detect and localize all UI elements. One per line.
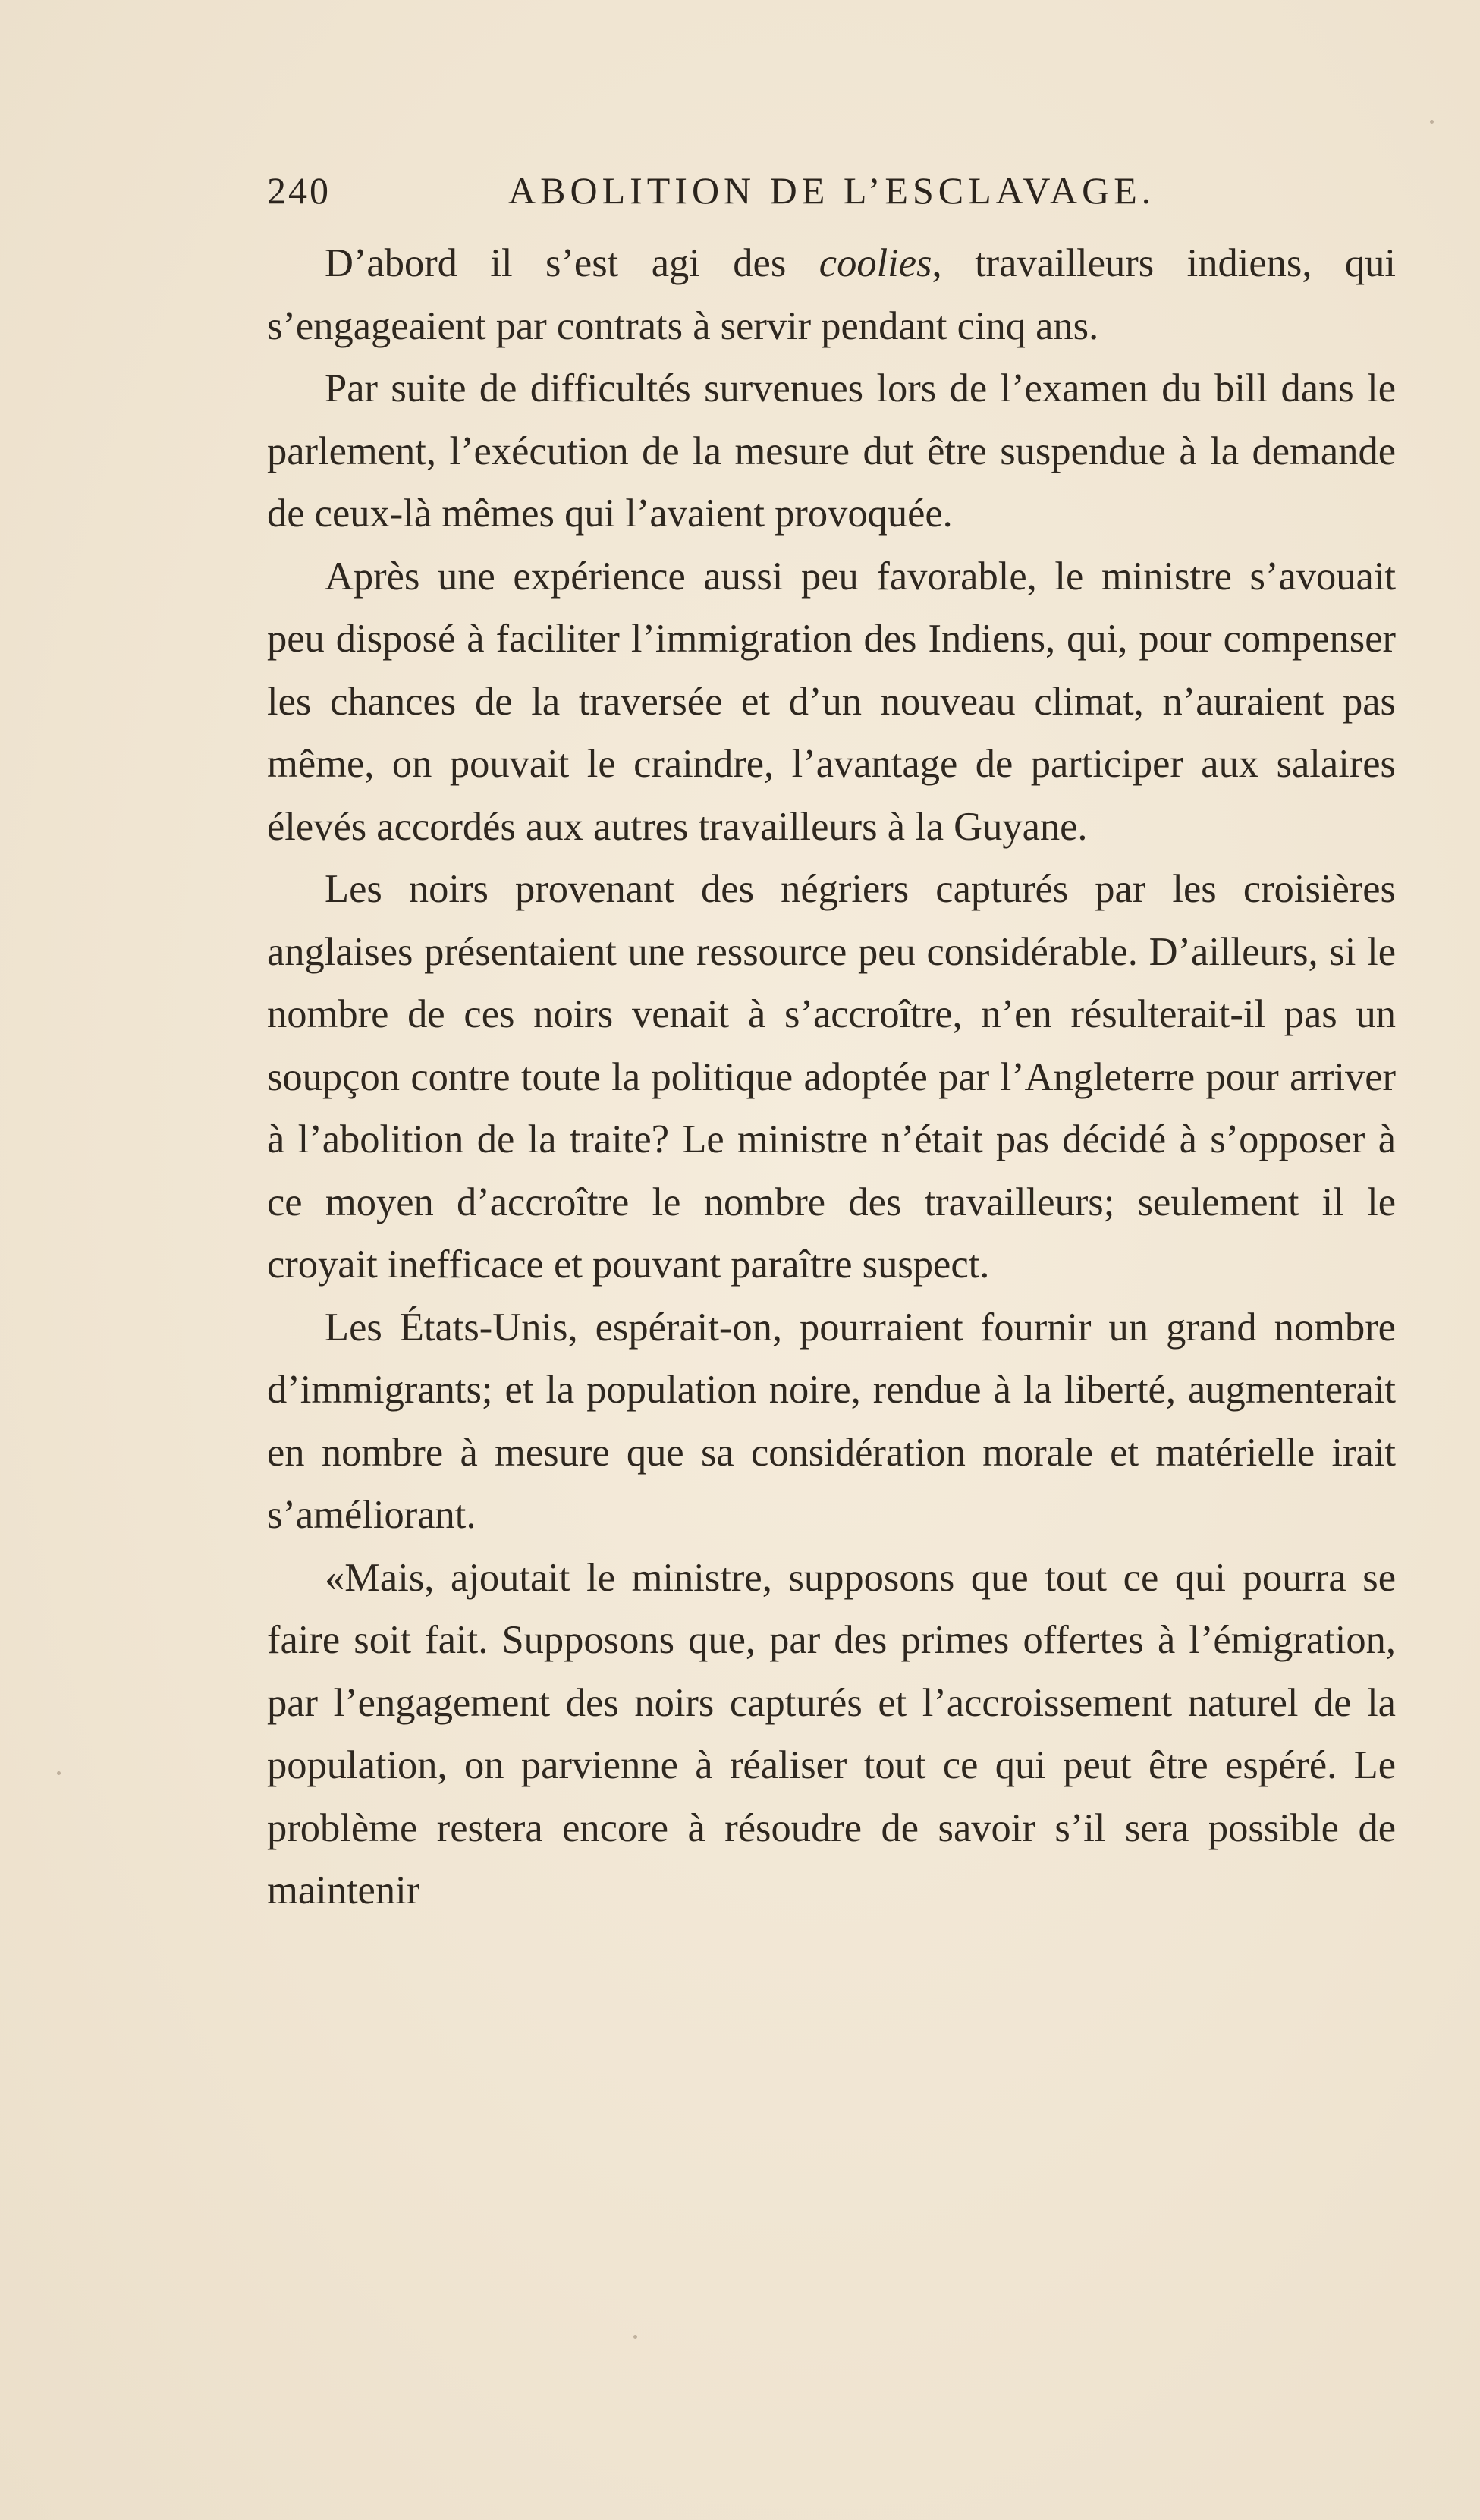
paper-speck [1430, 120, 1434, 124]
text-body [267, 232, 1396, 1922]
paragraph-etats-unis: Les États-Unis, espérait-on, pourraient fournir un grand nombre d’immigrants; et la population noire, rendue à la liberté, augmenterait en nombre à mesure que sa considération morale et matérielle irait s’améliorant. [267, 1305, 1396, 1537]
running-title: ABOLITION DE L’ESCLAVAGE. [508, 169, 1156, 212]
paragraph-indiens: Après une expérience aussi peu favorable, le ministre s’avouait peu disposé à faciliter l’immigration des Indiens, qui, pour compenser les chances de la traversée et d’un nouveau climat, n’auraient pas même, on pouvait le craindre, l’avantage de participer aux salaires élevés accordés aux autres travailleurs à la Guyane. [267, 554, 1396, 849]
page-number: 240 [267, 169, 331, 212]
paragraph-ministre-quote: «Mais, ajoutait le ministre, supposons que tout ce qui pourra se faire soit fait. Supposons que, par des primes offertes à l’émigration, par l’engagement des noirs capturés et l’accroissement naturel de la population, on parvienne à réaliser tout ce qui peut être espéré. Le problème restera encore à résoudre de savoir s’il sera possible de maintenir [267, 1555, 1396, 1912]
paragraph-bill: Par suite de difficultés survenues lors de l’examen du bill dans le parlement, l’exécution de la mesure dut être suspendue à la demande de ceux-là mêmes qui l’avaient provoquée. [267, 366, 1396, 536]
paragraph-noirs-captures: Les noirs provenant des négriers capturés par les croisières anglaises présentaient une ressource peu considérable. D’ailleurs, si le nombre de ces noirs venait à s’accroître, n’en résulterait-il pas un soupçon contre toute la politique adoptée par l’Angleterre pour arriver à l’abolition de la traite? Le ministre n’était pas décidé à s’opposer à ce moyen d’accroître le nombre des travailleurs; seulement il le croyait inefficace et pouvant paraître suspect. [267, 867, 1396, 1287]
paper-speck [633, 2335, 637, 2339]
paragraph-coolies-after: , travailleurs indiens, qui s’engageaient par contrats à servir pendant cinq ans. [267, 241, 1397, 348]
paragraph-coolies [267, 232, 1396, 357]
paragraph-coolies-before: D’abord il s’est agi des [325, 241, 819, 285]
italic-coolies: coolies [819, 241, 932, 285]
paper-speck [57, 1771, 61, 1775]
page-header [267, 168, 1390, 222]
